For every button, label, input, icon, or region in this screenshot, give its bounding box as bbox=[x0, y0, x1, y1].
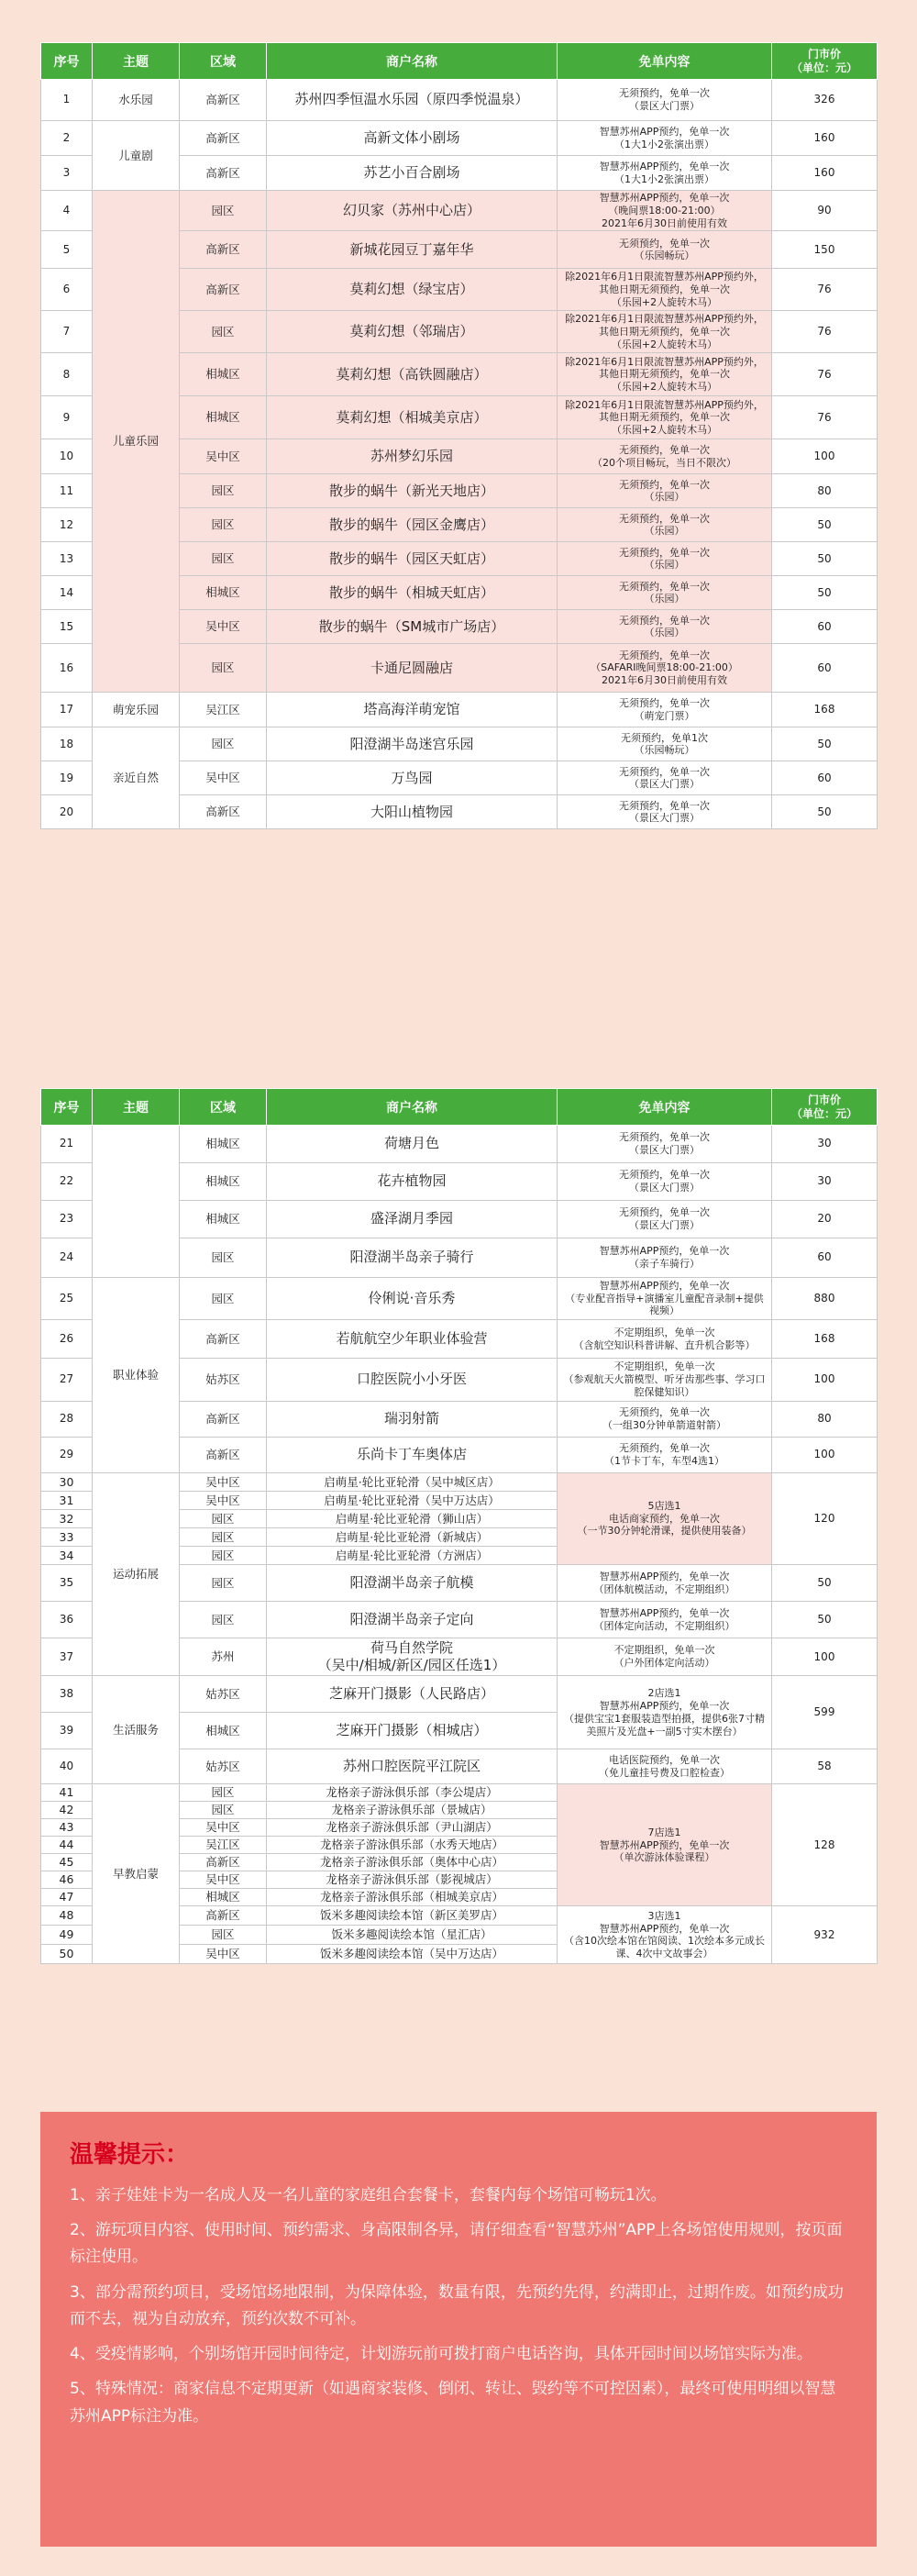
price-cell: 128 bbox=[772, 1784, 878, 1906]
price-cell: 932 bbox=[772, 1906, 878, 1964]
row-number: 26 bbox=[41, 1320, 93, 1359]
area-cell: 高新区 bbox=[180, 269, 267, 311]
area-cell: 园区 bbox=[180, 1278, 267, 1320]
area-cell: 姑苏区 bbox=[180, 1676, 267, 1713]
area-cell: 园区 bbox=[180, 1784, 267, 1802]
price-cell: 30 bbox=[772, 1163, 878, 1201]
area-cell: 高新区 bbox=[180, 1854, 267, 1871]
area-cell: 姑苏区 bbox=[180, 1749, 267, 1784]
area-cell: 高新区 bbox=[180, 156, 267, 191]
col-header-no: 序号 bbox=[41, 43, 93, 80]
offer-cell: 2店选1 智慧苏州APP预约，免单一次 （提供宝宝1套服装造型拍摄，提供6张7寸精美照片及光盘+一副5寸实木摆台） bbox=[558, 1676, 772, 1749]
table-row bbox=[41, 191, 878, 231]
area-cell: 高新区 bbox=[180, 1402, 267, 1438]
area-cell: 高新区 bbox=[180, 1906, 267, 1926]
row-number: 2 bbox=[41, 121, 93, 156]
area-cell: 高新区 bbox=[180, 80, 267, 121]
merchant-name: 龙格亲子游泳俱乐部（水秀天地店） bbox=[267, 1837, 558, 1854]
price-cell: 326 bbox=[772, 80, 878, 121]
area-cell: 吴中区 bbox=[180, 1473, 267, 1492]
offer-cell: 不定期组织，免单一次 （参观航天火箭模型、听牙齿那些事、学习口腔保健知识） bbox=[558, 1359, 772, 1402]
area-cell: 园区 bbox=[180, 191, 267, 231]
merchant-name: 口腔医院小小牙医 bbox=[267, 1359, 558, 1402]
merchant-name: 阳澄湖半岛亲子航模 bbox=[267, 1565, 558, 1602]
merchant-name: 芝麻开门摄影（人民路店） bbox=[267, 1676, 558, 1713]
row-number: 28 bbox=[41, 1402, 93, 1438]
price-cell: 50 bbox=[772, 727, 878, 761]
merchant-name: 高新文体小剧场 bbox=[267, 121, 558, 156]
row-number: 22 bbox=[41, 1163, 93, 1201]
offer-cell: 无须预约，免单一次 （乐园） bbox=[558, 576, 772, 610]
offer-cell: 无须预约，免单一次 （乐园） bbox=[558, 508, 772, 542]
area-cell: 园区 bbox=[180, 1528, 267, 1547]
tip-item: 3、部分需预约项目，受场馆场地限制，为保障体验，数量有限，先预约先得，约满即止，过期作废。如预约成功而不去，视为自动放弃，预约次数不可补。 bbox=[70, 2282, 844, 2328]
row-number: 47 bbox=[41, 1889, 93, 1906]
merchant-table-2 bbox=[40, 1088, 877, 1964]
tips-box bbox=[40, 2112, 877, 2547]
row-number: 12 bbox=[41, 508, 93, 542]
area-cell: 高新区 bbox=[180, 121, 267, 156]
theme-cell: 生活服务 bbox=[93, 1676, 180, 1784]
offer-cell: 智慧苏州APP预约，免单一次 （团体航模活动，不定期组织） bbox=[558, 1565, 772, 1602]
area-cell: 园区 bbox=[180, 508, 267, 542]
area-cell: 吴中区 bbox=[180, 1492, 267, 1510]
merchant-name: 卡通尼圆融店 bbox=[267, 644, 558, 693]
col-header-area: 区域 bbox=[180, 43, 267, 80]
price-cell: 60 bbox=[772, 610, 878, 644]
row-number: 38 bbox=[41, 1676, 93, 1713]
offer-cell: 无须预约，免单一次 （萌宠门票） bbox=[558, 693, 772, 727]
price-cell: 50 bbox=[772, 576, 878, 610]
area-cell: 相城区 bbox=[180, 1163, 267, 1201]
price-cell: 599 bbox=[772, 1676, 878, 1749]
price-cell: 60 bbox=[772, 1238, 878, 1278]
row-number: 35 bbox=[41, 1565, 93, 1602]
offer-cell: 智慧苏州APP预约，免单一次 （团体定向活动，不定期组织） bbox=[558, 1602, 772, 1638]
offer-cell: 3店选1 智慧苏州APP预约，免单一次 （含10次绘本馆在馆阅读、1次绘本多元成长课、4次中文故事会） bbox=[558, 1906, 772, 1964]
merchant-name: 启萌星·轮比亚轮滑（吴中万达店） bbox=[267, 1492, 558, 1510]
price-cell: 20 bbox=[772, 1201, 878, 1238]
price-cell: 76 bbox=[772, 269, 878, 311]
area-cell: 吴中区 bbox=[180, 1945, 267, 1964]
row-number: 27 bbox=[41, 1359, 93, 1402]
table-row bbox=[41, 727, 878, 761]
row-number: 15 bbox=[41, 610, 93, 644]
area-cell: 园区 bbox=[180, 1238, 267, 1278]
row-number: 34 bbox=[41, 1547, 93, 1565]
offer-cell: 除2021年6月1日限流智慧苏州APP预约外， 其他日期无须预约，免单一次 （乐园+2人旋转木马） bbox=[558, 353, 772, 396]
theme-cell: 运动拓展 bbox=[93, 1473, 180, 1676]
merchant-name: 瑞羽射箭 bbox=[267, 1402, 558, 1438]
row-number: 50 bbox=[41, 1945, 93, 1964]
merchant-name: 大阳山植物园 bbox=[267, 795, 558, 829]
merchant-name: 乐尚卡丁车奥体店 bbox=[267, 1438, 558, 1473]
merchant-table-1 bbox=[40, 42, 877, 829]
theme-cell: 萌宠乐园 bbox=[93, 693, 180, 727]
offer-cell: 无须预约，免单一次 （景区大门票） bbox=[558, 795, 772, 829]
row-number: 21 bbox=[41, 1126, 93, 1163]
area-cell: 相城区 bbox=[180, 1201, 267, 1238]
price-cell: 50 bbox=[772, 542, 878, 576]
row-number: 32 bbox=[41, 1510, 93, 1528]
row-number: 44 bbox=[41, 1837, 93, 1854]
offer-cell: 无须预约，免单一次 （一组30分钟单箭道射箭） bbox=[558, 1402, 772, 1438]
price-cell: 50 bbox=[772, 795, 878, 829]
area-cell: 相城区 bbox=[180, 396, 267, 439]
row-number: 1 bbox=[41, 80, 93, 121]
row-number: 24 bbox=[41, 1238, 93, 1278]
price-cell: 100 bbox=[772, 439, 878, 474]
merchant-name: 饭米多趣阅读绘本馆（新区美罗店） bbox=[267, 1906, 558, 1926]
offer-cell: 无须预约，免单一次 （景区大门票） bbox=[558, 761, 772, 795]
tip-item: 2、游玩项目内容、使用时间、预约需求、身高限制各异，请仔细查看“智慧苏州”APP上各场馆使用规则，按页面标注使用。 bbox=[70, 2221, 843, 2267]
merchant-name: 龙格亲子游泳俱乐部（相城美京店） bbox=[267, 1889, 558, 1906]
table-row bbox=[41, 121, 878, 156]
row-number: 6 bbox=[41, 269, 93, 311]
col-header-no: 序号 bbox=[41, 1089, 93, 1126]
area-cell: 园区 bbox=[180, 1926, 267, 1945]
row-number: 19 bbox=[41, 761, 93, 795]
merchant-name: 苏州口腔医院平江院区 bbox=[267, 1749, 558, 1784]
col-header-merchant: 商户名称 bbox=[267, 1089, 558, 1126]
area-cell: 高新区 bbox=[180, 795, 267, 829]
offer-cell: 无须预约，免单一次 （景区大门票） bbox=[558, 1163, 772, 1201]
price-cell: 168 bbox=[772, 693, 878, 727]
merchant-name: 散步的蜗牛（新光天地店） bbox=[267, 474, 558, 508]
offer-cell: 除2021年6月1日限流智慧苏州APP预约外， 其他日期无须预约，免单一次 （乐园+2人旋转木马） bbox=[558, 396, 772, 439]
theme-cell: 亲近自然 bbox=[93, 727, 180, 829]
price-cell: 30 bbox=[772, 1126, 878, 1163]
merchant-name: 莫莉幻想（邻瑞店） bbox=[267, 311, 558, 353]
offer-cell: 智慧苏州APP预约，免单一次 （专业配音指导+演播室儿童配音录制+提供视频） bbox=[558, 1278, 772, 1320]
area-cell: 相城区 bbox=[180, 576, 267, 610]
col-header-theme: 主题 bbox=[93, 43, 180, 80]
merchant-name: 若航航空少年职业体验营 bbox=[267, 1320, 558, 1359]
area-cell: 园区 bbox=[180, 1602, 267, 1638]
price-cell: 50 bbox=[772, 508, 878, 542]
offer-cell: 智慧苏州APP预约，免单一次 （1大1小2张演出票） bbox=[558, 156, 772, 191]
merchant-name: 苏艺小百合剧场 bbox=[267, 156, 558, 191]
area-cell: 园区 bbox=[180, 1547, 267, 1565]
col-header-theme: 主题 bbox=[93, 1089, 180, 1126]
price-cell: 50 bbox=[772, 1602, 878, 1638]
row-number: 16 bbox=[41, 644, 93, 693]
area-cell: 园区 bbox=[180, 1802, 267, 1819]
area-cell: 相城区 bbox=[180, 1126, 267, 1163]
merchant-name: 荷马自然学院 （吴中/相城/新区/园区任选1） bbox=[267, 1638, 558, 1676]
offer-cell: 智慧苏州APP预约，免单一次 （晚间票18:00-21:00） 2021年6月30日前使用有效 bbox=[558, 191, 772, 231]
merchant-name: 阳澄湖半岛亲子骑行 bbox=[267, 1238, 558, 1278]
row-number: 17 bbox=[41, 693, 93, 727]
row-number: 36 bbox=[41, 1602, 93, 1638]
area-cell: 相城区 bbox=[180, 1713, 267, 1749]
offer-cell: 不定期组织，免单一次 （含航空知识科普讲解、直升机合影等） bbox=[558, 1320, 772, 1359]
area-cell: 吴中区 bbox=[180, 610, 267, 644]
col-header-area: 区域 bbox=[180, 1089, 267, 1126]
offer-cell: 无须预约，免单一次 （乐园畅玩） bbox=[558, 231, 772, 269]
table-row bbox=[41, 1278, 878, 1320]
merchant-name: 莫莉幻想（高铁圆融店） bbox=[267, 353, 558, 396]
col-header-price: 门市价 （单位：元） bbox=[772, 1089, 878, 1126]
merchant-name: 龙格亲子游泳俱乐部（景城店） bbox=[267, 1802, 558, 1819]
offer-cell: 智慧苏州APP预约，免单一次 （亲子车骑行） bbox=[558, 1238, 772, 1278]
merchant-name: 苏州四季恒温水乐园（原四季悦温泉） bbox=[267, 80, 558, 121]
merchant-name: 启萌星·轮比亚轮滑（吴中城区店） bbox=[267, 1473, 558, 1492]
price-cell: 880 bbox=[772, 1278, 878, 1320]
offer-cell: 无须预约，免单一次 （20个项目畅玩，当日不限次） bbox=[558, 439, 772, 474]
row-number: 45 bbox=[41, 1854, 93, 1871]
merchant-name: 散步的蜗牛（相城天虹店） bbox=[267, 576, 558, 610]
row-number: 33 bbox=[41, 1528, 93, 1547]
row-number: 14 bbox=[41, 576, 93, 610]
price-cell: 58 bbox=[772, 1749, 878, 1784]
price-cell: 100 bbox=[772, 1438, 878, 1473]
area-cell: 苏州 bbox=[180, 1638, 267, 1676]
price-cell: 160 bbox=[772, 156, 878, 191]
merchant-name: 启萌星·轮比亚轮滑（新城店） bbox=[267, 1528, 558, 1547]
row-number: 43 bbox=[41, 1819, 93, 1837]
offer-cell: 无须预约，免单一次 （景区大门票） bbox=[558, 80, 772, 121]
row-number: 8 bbox=[41, 353, 93, 396]
merchant-name: 阳澄湖半岛迷宫乐园 bbox=[267, 727, 558, 761]
area-cell: 姑苏区 bbox=[180, 1359, 267, 1402]
area-cell: 吴中区 bbox=[180, 761, 267, 795]
offer-cell: 电话医院预约，免单一次 （免儿童挂号费及口腔检查） bbox=[558, 1749, 772, 1784]
merchant-name: 龙格亲子游泳俱乐部（尹山湖店） bbox=[267, 1819, 558, 1837]
row-number: 46 bbox=[41, 1871, 93, 1889]
theme-cell: 儿童剧 bbox=[93, 121, 180, 191]
tip-item: 5、特殊情况：商家信息不定期更新（如遇商家装修、倒闭、转让、毁约等不可控因素），最终可使用明细以智慧苏州APP标注为准。 bbox=[70, 2380, 836, 2426]
merchant-name: 龙格亲子游泳俱乐部（奥体中心店） bbox=[267, 1854, 558, 1871]
offer-cell: 不定期组织，免单一次 （户外团体定向活动） bbox=[558, 1638, 772, 1676]
merchant-name: 启萌星·轮比亚轮滑（狮山店） bbox=[267, 1510, 558, 1528]
row-number: 37 bbox=[41, 1638, 93, 1676]
merchant-name: 龙格亲子游泳俱乐部（李公堤店） bbox=[267, 1784, 558, 1802]
merchant-name: 万鸟园 bbox=[267, 761, 558, 795]
theme-cell: 儿童乐园 bbox=[93, 191, 180, 693]
offer-cell: 无须预约，免单一次 （乐园） bbox=[558, 542, 772, 576]
offer-cell: 无须预约，免单一次 （乐园） bbox=[558, 610, 772, 644]
area-cell: 吴江区 bbox=[180, 1837, 267, 1854]
row-number: 4 bbox=[41, 191, 93, 231]
col-header-merchant: 商户名称 bbox=[267, 43, 558, 80]
offer-cell: 无须预约，免单一次 （景区大门票） bbox=[558, 1201, 772, 1238]
area-cell: 吴中区 bbox=[180, 1871, 267, 1889]
theme-cell: 职业体验 bbox=[93, 1278, 180, 1473]
offer-cell: 无须预约，免单一次 （乐园） bbox=[558, 474, 772, 508]
row-number: 31 bbox=[41, 1492, 93, 1510]
merchant-name: 盛泽湖月季园 bbox=[267, 1201, 558, 1238]
row-number: 42 bbox=[41, 1802, 93, 1819]
area-cell: 吴中区 bbox=[180, 1819, 267, 1837]
offer-cell: 智慧苏州APP预约，免单一次 （1大1小2张演出票） bbox=[558, 121, 772, 156]
merchant-name: 启萌星·轮比亚轮滑（方洲店） bbox=[267, 1547, 558, 1565]
row-number: 41 bbox=[41, 1784, 93, 1802]
col-header-price: 门市价 （单位：元） bbox=[772, 43, 878, 80]
table-header-row bbox=[41, 1089, 878, 1126]
theme-cell bbox=[93, 1126, 180, 1278]
area-cell: 高新区 bbox=[180, 231, 267, 269]
row-number: 10 bbox=[41, 439, 93, 474]
row-number: 5 bbox=[41, 231, 93, 269]
area-cell: 园区 bbox=[180, 1565, 267, 1602]
price-cell: 160 bbox=[772, 121, 878, 156]
area-cell: 高新区 bbox=[180, 1320, 267, 1359]
offer-cell: 无须预约，免单一次 （1节卡丁车，车型4选1） bbox=[558, 1438, 772, 1473]
row-number: 11 bbox=[41, 474, 93, 508]
merchant-name: 花卉植物园 bbox=[267, 1163, 558, 1201]
price-cell: 60 bbox=[772, 761, 878, 795]
row-number: 7 bbox=[41, 311, 93, 353]
row-number: 29 bbox=[41, 1438, 93, 1473]
merchant-name: 幻贝家（苏州中心店） bbox=[267, 191, 558, 231]
area-cell: 园区 bbox=[180, 474, 267, 508]
tip-item: 4、受疫情影响，个别场馆开园时间待定，计划游玩前可拨打商户电话咨询，具体开园时间以场馆实际为准。 bbox=[70, 2345, 812, 2364]
col-header-offer: 免单内容 bbox=[558, 43, 772, 80]
merchant-name: 莫莉幻想（绿宝店） bbox=[267, 269, 558, 311]
area-cell: 园区 bbox=[180, 542, 267, 576]
price-cell: 168 bbox=[772, 1320, 878, 1359]
merchant-name: 新城花园豆丁嘉年华 bbox=[267, 231, 558, 269]
offer-cell: 无须预约，免单1次 （乐园畅玩） bbox=[558, 727, 772, 761]
row-number: 30 bbox=[41, 1473, 93, 1492]
tips-title: 温馨提示： bbox=[70, 2141, 190, 2169]
table-header-row bbox=[41, 43, 878, 80]
price-cell: 60 bbox=[772, 644, 878, 693]
offer-cell: 无须预约，免单一次 （SAFARI晚间票18:00-21:00） 2021年6月30日前使用有效 bbox=[558, 644, 772, 693]
row-number: 48 bbox=[41, 1906, 93, 1926]
merchant-name: 散步的蜗牛（园区天虹店） bbox=[267, 542, 558, 576]
offer-cell: 除2021年6月1日限流智慧苏州APP预约外， 其他日期无须预约，免单一次 （乐园+2人旋转木马） bbox=[558, 311, 772, 353]
merchant-name: 伶俐说·音乐秀 bbox=[267, 1278, 558, 1320]
theme-cell: 水乐园 bbox=[93, 80, 180, 121]
price-cell: 76 bbox=[772, 311, 878, 353]
table-row bbox=[41, 80, 878, 121]
price-cell: 120 bbox=[772, 1473, 878, 1565]
price-cell: 80 bbox=[772, 474, 878, 508]
area-cell: 高新区 bbox=[180, 1438, 267, 1473]
area-cell: 吴江区 bbox=[180, 693, 267, 727]
price-cell: 50 bbox=[772, 1565, 878, 1602]
row-number: 13 bbox=[41, 542, 93, 576]
row-number: 40 bbox=[41, 1749, 93, 1784]
area-cell: 园区 bbox=[180, 1510, 267, 1528]
row-number: 39 bbox=[41, 1713, 93, 1749]
tip-item: 1、亲子娃娃卡为一名成人及一名儿童的家庭组合套餐卡，套餐内每个场馆可畅玩1次。 bbox=[70, 2186, 667, 2204]
offer-cell: 除2021年6月1日限流智慧苏州APP预约外， 其他日期无须预约，免单一次 （乐园+2人旋转木马） bbox=[558, 269, 772, 311]
row-number: 3 bbox=[41, 156, 93, 191]
table-row bbox=[41, 1473, 878, 1492]
merchant-name: 饭米多趣阅读绘本馆（吴中万达店） bbox=[267, 1945, 558, 1964]
table-row bbox=[41, 1126, 878, 1163]
area-cell: 园区 bbox=[180, 727, 267, 761]
merchant-name: 龙格亲子游泳俱乐部（影视城店） bbox=[267, 1871, 558, 1889]
merchant-name: 塔高海洋萌宠馆 bbox=[267, 693, 558, 727]
merchant-name: 荷塘月色 bbox=[267, 1126, 558, 1163]
area-cell: 园区 bbox=[180, 644, 267, 693]
row-number: 20 bbox=[41, 795, 93, 829]
merchant-name: 散步的蜗牛（园区金鹰店） bbox=[267, 508, 558, 542]
table-row bbox=[41, 1676, 878, 1713]
merchant-name: 莫莉幻想（相城美京店） bbox=[267, 396, 558, 439]
table-row bbox=[41, 693, 878, 727]
price-cell: 76 bbox=[772, 353, 878, 396]
price-cell: 150 bbox=[772, 231, 878, 269]
offer-cell: 5店选1 电话商家预约，免单一次 （一节30分钟轮滑课，提供使用装备） bbox=[558, 1473, 772, 1565]
area-cell: 相城区 bbox=[180, 353, 267, 396]
offer-cell: 无须预约，免单一次 （景区大门票） bbox=[558, 1126, 772, 1163]
area-cell: 相城区 bbox=[180, 1889, 267, 1906]
price-cell: 100 bbox=[772, 1359, 878, 1402]
area-cell: 园区 bbox=[180, 311, 267, 353]
table-row bbox=[41, 1784, 878, 1802]
row-number: 9 bbox=[41, 396, 93, 439]
merchant-name: 阳澄湖半岛亲子定向 bbox=[267, 1602, 558, 1638]
offer-cell: 7店选1 智慧苏州APP预约，免单一次 （单次游泳体验课程） bbox=[558, 1784, 772, 1906]
row-number: 23 bbox=[41, 1201, 93, 1238]
merchant-name: 芝麻开门摄影（相城店） bbox=[267, 1713, 558, 1749]
price-cell: 80 bbox=[772, 1402, 878, 1438]
merchant-name: 饭米多趣阅读绘本馆（星汇店） bbox=[267, 1926, 558, 1945]
row-number: 49 bbox=[41, 1926, 93, 1945]
merchant-name: 散步的蜗牛（SM城市广场店） bbox=[267, 610, 558, 644]
merchant-name: 苏州梦幻乐园 bbox=[267, 439, 558, 474]
row-number: 18 bbox=[41, 727, 93, 761]
price-cell: 90 bbox=[772, 191, 878, 231]
price-cell: 76 bbox=[772, 396, 878, 439]
theme-cell: 早教启蒙 bbox=[93, 1784, 180, 1964]
price-cell: 100 bbox=[772, 1638, 878, 1676]
col-header-offer: 免单内容 bbox=[558, 1089, 772, 1126]
row-number: 25 bbox=[41, 1278, 93, 1320]
area-cell: 吴中区 bbox=[180, 439, 267, 474]
